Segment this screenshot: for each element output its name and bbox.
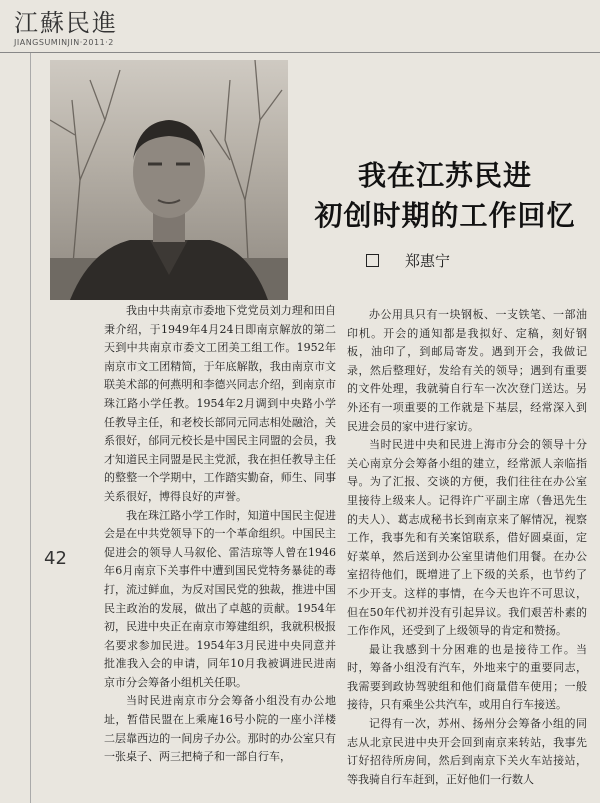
paragraph: 我在珠江路小学工作时，知道中国民主促进会是在中共党领导下的一个革命组织。中国民主促进会的领导人马叙伦、雷洁琼等人曾在1946年6月南京下关事件中遭到国民党特务暴徒的毒打，流过鲜血，为反对国民党的独裁，推进中国民主政治的发展，做出了卓越的贡献。1954年初，民进中央正在南京市筹建组织，我就积极报名要求参加民进。1954年3月民进中央同意并批准我入会的申请，同年10月我被调进民进南京市分会筹备小组机关任职。 [104, 508, 336, 689]
portrait-illustration [50, 60, 288, 300]
author-portrait-photo [50, 60, 288, 300]
header-rule [0, 52, 600, 53]
title-line-2: 初创时期的工作回忆 [314, 199, 576, 232]
paragraph: 最让我感到十分困难的也是接待工作。当时，筹备小组没有汽车，外地来宁的重要同志，我需要到政协驾驶组和他们商量借车使用；一般接待，只有乘坐公共汽车，或用自行车接送。 [347, 642, 587, 712]
paragraph: 当时民进中央和民进上海市分会的领导十分关心南京分会筹备小组的建立，经常派人亲临指导。为了汇报、交谈的方便，我们往往在办公室里接待上级来人。记得许广平副主席（鲁迅先生的夫人）、葛志成秘书长到南京来了解情况，视察工作，我事先和有关案馆联系，借好圆桌面，定好菜单，然后送到办公室里请他们用餐。在办公室招待他们，既增进了上下级的关系，也节约了不少开支。这样的事情，在今天也许不可思议，但在50年代初并没有引起异议。我们艰苦朴素的工作作风，还受到了上级领导的肯定和赞扬。 [347, 438, 587, 638]
paragraph: 办公用具只有一块钢板、一支铁笔、一部油印机。开会的通知都是我拟好、定稿，刻好钢板，油印了，到邮局寄发。遇到开会，我做记录，然后整理好，发给有关的领导；遇到有重要的文件处理，我就骑自行车一次次登门送达。另外还有一项重要的工作就是下基层，经常深入到民进会员的家中进行家访。 [347, 308, 587, 433]
article-title [300, 156, 590, 236]
magazine-title: 江蘇民進 [14, 9, 118, 37]
magazine-issue: JIANGSUMINJIN·2011·2 [14, 38, 114, 47]
title-line-1: 我在江苏民进 [357, 159, 532, 192]
page-number: 42 [44, 548, 67, 569]
paragraph: 记得有一次，苏州、扬州分会筹备小组的同志从北京民进中央开会回到南京来转站，我事先订好招待所房间，然后到南京下关火车站接站，等我骑自行车赶到，正好他们一行数人 [347, 717, 587, 786]
author-byline [366, 250, 450, 271]
margin-rule [30, 53, 31, 803]
article-column-left [104, 302, 336, 767]
article-column-right [347, 306, 587, 789]
paragraph: 当时民进南京市分会筹备小组没有办公地址，暂借民盟在上乘庵16号小院的一座小洋楼二层靠西边的一间房子办公。那时的办公室只有一张桌子、两三把椅子和一部自行车， [104, 694, 336, 764]
paragraph: 我由中共南京市委地下党党员刘力理和田自秉介绍，于1949年4月24日即南京解放的第二天到中共南京市委文工团美工组工作。1952年南京市文工团精简，于年底解散，我由南京市文联美术部的何燕明和李德兴同志介绍，到南京市珠江路小学任教。1954年2月调到中央路小学任教导主任，和老校长部同元同志相处融洽，关系很好，邰同元校长是中国民主同盟的会员，我才知道民主同盟是民主党派，我在担任教导主任的整整一个学期中，工作踏实勤奋，师生、同事关系很好，博得良好的声誉。 [104, 304, 336, 503]
magazine-masthead [14, 8, 118, 47]
square-bullet-icon [366, 254, 379, 267]
author-name: 郑惠宁 [405, 252, 451, 270]
